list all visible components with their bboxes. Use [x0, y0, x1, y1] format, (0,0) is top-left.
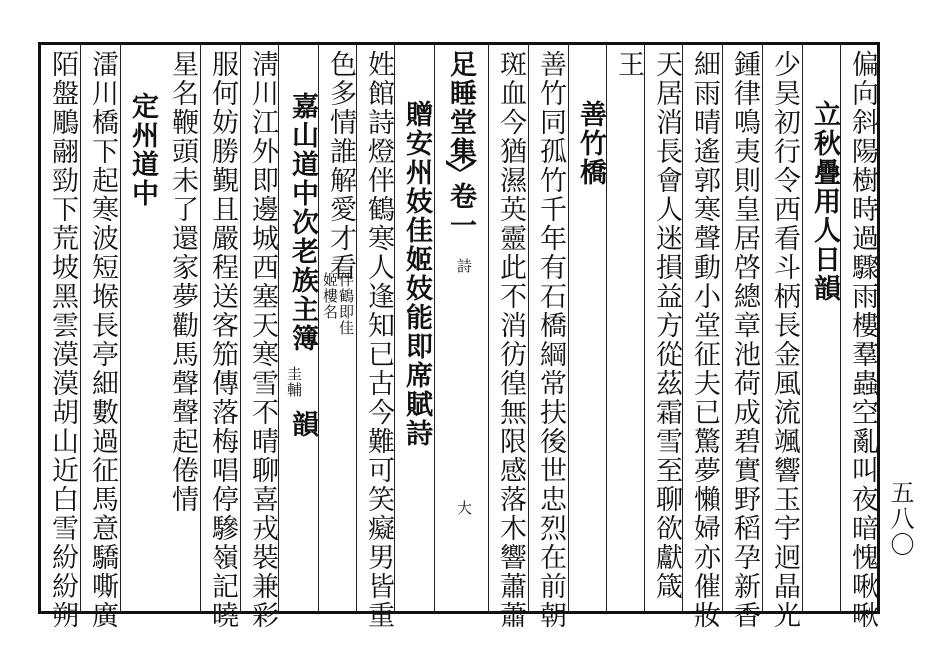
- text-column-7: 王: [613, 50, 644, 79]
- volume-label: 卷一: [445, 182, 476, 240]
- text-column-9: 善竹同孤竹千年有石橋綱常扶後世忠烈在前朝: [535, 50, 566, 630]
- interlinear-note-3: 圭輔: [285, 366, 303, 398]
- text-column-10: 斑血今猶濕英靈此不消彷徨無限感落木響蕭蕭: [495, 50, 526, 630]
- poem-title-column-14b: 韻: [287, 410, 318, 439]
- poem-title-column-8: 善竹橋: [575, 100, 606, 187]
- book-title: 足睡堂集: [445, 50, 476, 166]
- poem-title-column-18: 定州道中: [127, 92, 158, 208]
- text-column-4: 鍾律鳴夷則皇居啓總章池荷成碧實野稻孕新香: [729, 50, 760, 630]
- text-column-16: 服何妨勝覲且嚴程送客笳傳落梅唱停驂嶺記曉: [207, 50, 238, 630]
- folio-number: 大: [455, 500, 473, 516]
- section-label: 詩: [455, 258, 473, 274]
- text-column-19: 㵢川橋下起寒波短堠長亭細數過征馬意驕嘶廣: [87, 50, 118, 630]
- text-column-1: 偏向斜陽樹時過驟雨樓羣蟲空亂叫夜暗愧啾啾: [847, 50, 878, 630]
- text-column-12: 姓館詩燈伴鶴寒人逢知已古今難可笑癡男皆重: [363, 50, 394, 630]
- text-column-20: 陌盤鵰翮勁下荒坡黑雲漠漠胡山近白雪紛紛朔: [47, 50, 78, 630]
- text-column-17: 星名鞭頭未了還家夢勸馬聲聲起倦情: [167, 50, 198, 514]
- fish-tail-mark-icon: [446, 160, 474, 172]
- text-column-13: 色多情誰解愛才看: [325, 50, 356, 282]
- poem-title-column-11: 贈安州妓佳姬妓能即席賦詩: [401, 100, 432, 448]
- poem-title-column-14: 嘉山道中次老族主簿: [287, 92, 318, 353]
- column-rule: [644, 45, 645, 611]
- interlinear-note-2: 姬樓名: [321, 272, 339, 320]
- interlinear-note-1: 伴鶴即佳: [337, 272, 355, 336]
- text-column-5: 細雨晴遙郭寒聲動小堂征夫已驚夢懶婦亦催妝: [689, 50, 720, 630]
- column-rule: [488, 45, 489, 611]
- poem-title-column-2: 立秋疊用人日韻: [809, 100, 840, 303]
- page-number: 五八〇: [886, 480, 914, 558]
- text-column-6: 天居消長會人迷損益方從茲霜雪至聊欲獻箴: [651, 50, 682, 601]
- text-column-3: 少昊初行令西看斗柄長金風流颯響玉宇迥晶光: [769, 50, 800, 630]
- text-column-15: 淸川江外即邊城西塞天寒雪不晴聊喜戎裝兼彩: [247, 50, 278, 630]
